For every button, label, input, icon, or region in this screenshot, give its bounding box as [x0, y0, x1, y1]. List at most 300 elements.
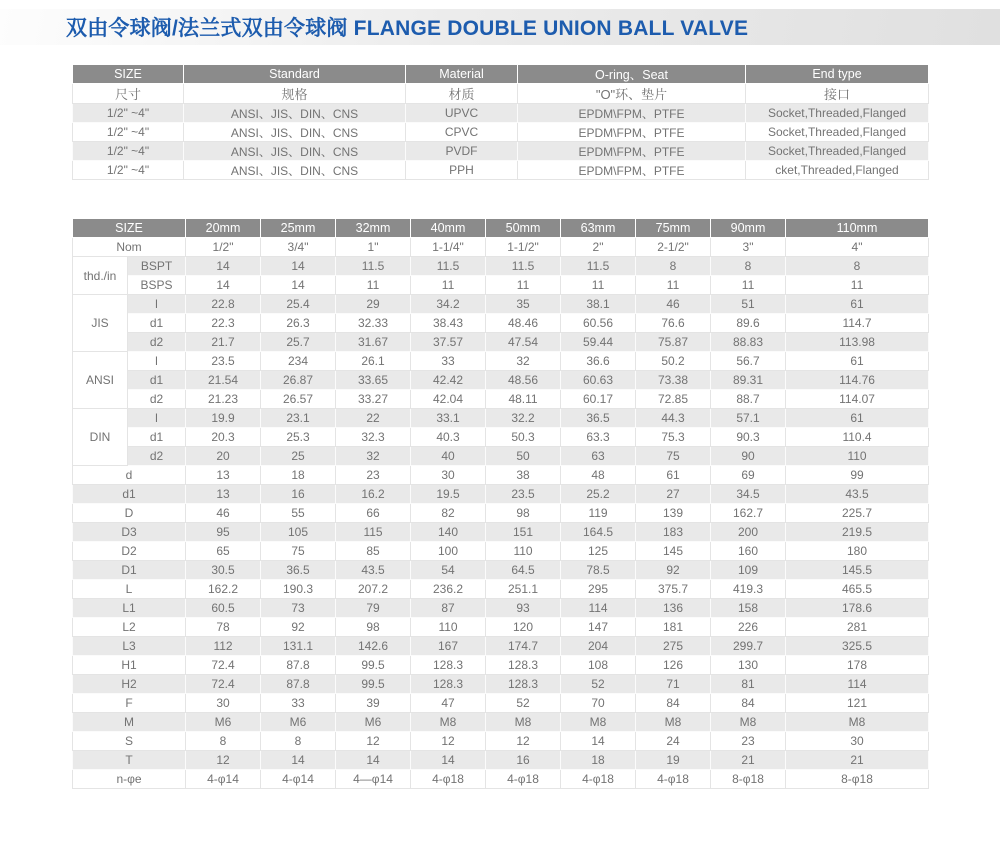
spec-header-cell: Standard	[184, 65, 406, 84]
dim-value-cell: 128.3	[486, 656, 561, 675]
dim-value-cell: 120	[486, 618, 561, 637]
dim-row-label: L3	[73, 637, 186, 656]
dim-value-cell: 114.7	[786, 314, 929, 333]
dim-value-cell: 56.7	[711, 352, 786, 371]
dim-value-cell: 24	[636, 732, 711, 751]
dim-value-cell: 295	[561, 580, 636, 599]
dim-row-label: L1	[73, 599, 186, 618]
dim-value-cell: 36.5	[261, 561, 336, 580]
dim-value-cell: 25.2	[561, 485, 636, 504]
dim-row	[73, 770, 929, 789]
dim-column-header: 20mm	[186, 219, 261, 238]
dim-value-cell: 112	[186, 637, 261, 656]
dim-row	[73, 618, 929, 637]
dim-value-cell: 11.5	[411, 257, 486, 276]
dim-value-cell: 110	[486, 542, 561, 561]
dim-value-cell: 85	[336, 542, 411, 561]
dim-value-cell: 75	[261, 542, 336, 561]
title-band	[0, 9, 1000, 45]
catalog-page	[0, 9, 1000, 846]
dim-value-cell: 14	[561, 732, 636, 751]
dim-value-cell: 4-φ14	[186, 770, 261, 789]
dim-value-cell: 1"	[336, 238, 411, 257]
dim-row	[73, 542, 929, 561]
dim-row	[73, 504, 929, 523]
dim-value-cell: 125	[561, 542, 636, 561]
spec-cell: 1/2" ~4"	[73, 123, 184, 142]
dim-value-cell: 4-φ18	[561, 770, 636, 789]
dim-value-cell: 50.2	[636, 352, 711, 371]
dim-value-cell: 14	[186, 276, 261, 295]
dim-row	[73, 713, 929, 732]
dim-value-cell: 126	[636, 656, 711, 675]
dim-row-label: n-φe	[73, 770, 186, 789]
dim-value-cell: 108	[561, 656, 636, 675]
dim-value-cell: 1-1/4"	[411, 238, 486, 257]
dim-value-cell: 1-1/2"	[486, 238, 561, 257]
dim-value-cell: 75.87	[636, 333, 711, 352]
dim-value-cell: 121	[786, 694, 929, 713]
dim-value-cell: 25	[261, 447, 336, 466]
spec-cell: EPDM\FPM、PTFE	[518, 161, 746, 180]
dim-value-cell: 40.3	[411, 428, 486, 447]
dim-row	[73, 599, 929, 618]
dim-row-label: L	[73, 580, 186, 599]
dim-value-cell: 21	[711, 751, 786, 770]
dim-value-cell: 16	[486, 751, 561, 770]
dim-value-cell: 95	[186, 523, 261, 542]
dim-row-label: D	[73, 504, 186, 523]
dim-sub-label: l	[128, 409, 186, 428]
dim-value-cell: 23	[336, 466, 411, 485]
spec-cell: EPDM\FPM、PTFE	[518, 142, 746, 161]
dim-value-cell: 48.56	[486, 371, 561, 390]
dim-value-cell: 46	[636, 295, 711, 314]
dim-value-cell: 139	[636, 504, 711, 523]
dim-value-cell: 158	[711, 599, 786, 618]
dim-value-cell: 164.5	[561, 523, 636, 542]
dim-value-cell: 98	[486, 504, 561, 523]
dim-value-cell: 61	[786, 409, 929, 428]
dim-value-cell: 167	[411, 637, 486, 656]
dim-value-cell: 19	[636, 751, 711, 770]
dim-value-cell: 11	[636, 276, 711, 295]
dim-value-cell: 71	[636, 675, 711, 694]
dim-value-cell: 44.3	[636, 409, 711, 428]
dim-column-header: 110mm	[786, 219, 929, 238]
dim-value-cell: 60.5	[186, 599, 261, 618]
dim-value-cell: 19.5	[411, 485, 486, 504]
dim-value-cell: 69	[711, 466, 786, 485]
dim-value-cell: 281	[786, 618, 929, 637]
dim-value-cell: 16.2	[336, 485, 411, 504]
dim-value-cell: 33.65	[336, 371, 411, 390]
dim-value-cell: 30	[186, 694, 261, 713]
dim-value-cell: 162.2	[186, 580, 261, 599]
dim-value-cell: 114	[786, 675, 929, 694]
dim-value-cell: 145	[636, 542, 711, 561]
dim-value-cell: 61	[636, 466, 711, 485]
dim-value-cell: 57.1	[711, 409, 786, 428]
dim-value-cell: 2-1/2"	[636, 238, 711, 257]
dim-value-cell: 11	[561, 276, 636, 295]
dim-value-cell: 8	[636, 257, 711, 276]
dim-row-label: T	[73, 751, 186, 770]
dim-value-cell: 60.63	[561, 371, 636, 390]
dim-value-cell: 20.3	[186, 428, 261, 447]
dim-value-cell: 33	[261, 694, 336, 713]
spec-cell: Socket,Threaded,Flanged	[746, 142, 929, 161]
dim-value-cell: 18	[561, 751, 636, 770]
dim-value-cell: 92	[261, 618, 336, 637]
dimension-table-body	[73, 238, 929, 789]
dim-value-cell: 207.2	[336, 580, 411, 599]
spec-row	[73, 161, 929, 180]
dim-value-cell: 275	[636, 637, 711, 656]
dim-value-cell: 52	[486, 694, 561, 713]
dim-value-cell: 76.6	[636, 314, 711, 333]
dim-value-cell: 16	[261, 485, 336, 504]
dim-value-cell: 73	[261, 599, 336, 618]
dim-value-cell: 147	[561, 618, 636, 637]
dim-value-cell: 78.5	[561, 561, 636, 580]
dim-value-cell: 36.6	[561, 352, 636, 371]
dim-row	[73, 333, 929, 352]
dim-value-cell: 36.5	[561, 409, 636, 428]
dim-value-cell: 50.3	[486, 428, 561, 447]
dim-value-cell: 136	[636, 599, 711, 618]
dim-row	[73, 276, 929, 295]
dim-value-cell: 180	[786, 542, 929, 561]
dim-value-cell: 30	[786, 732, 929, 751]
dim-row	[73, 409, 929, 428]
dim-value-cell: 21.54	[186, 371, 261, 390]
spec-cell: CPVC	[406, 123, 518, 142]
dim-value-cell: 128.3	[411, 656, 486, 675]
dim-row	[73, 238, 929, 257]
dim-row	[73, 485, 929, 504]
dim-value-cell: 75.3	[636, 428, 711, 447]
dim-value-cell: 87.8	[261, 656, 336, 675]
dim-row-label: D2	[73, 542, 186, 561]
dim-value-cell: 14	[261, 257, 336, 276]
dim-value-cell: 12	[336, 732, 411, 751]
dim-row-label: D3	[73, 523, 186, 542]
dim-value-cell: 65	[186, 542, 261, 561]
dim-value-cell: 200	[711, 523, 786, 542]
dim-value-cell: 128.3	[486, 675, 561, 694]
dim-value-cell: 63	[561, 447, 636, 466]
dim-row	[73, 447, 929, 466]
dim-value-cell: M8	[786, 713, 929, 732]
dim-value-cell: 32.2	[486, 409, 561, 428]
dim-value-cell: 34.2	[411, 295, 486, 314]
dim-value-cell: 27	[636, 485, 711, 504]
dim-value-cell: M8	[486, 713, 561, 732]
dim-value-cell: 48	[561, 466, 636, 485]
dim-row	[73, 694, 929, 713]
dim-row-label: Nom	[73, 238, 186, 257]
dim-row-label: H1	[73, 656, 186, 675]
dim-value-cell: 8-φ18	[711, 770, 786, 789]
dim-value-cell: 114	[561, 599, 636, 618]
spec-header-cell: SIZE	[73, 65, 184, 84]
dim-value-cell: 22.8	[186, 295, 261, 314]
dim-value-cell: 90.3	[711, 428, 786, 447]
dim-value-cell: 60.56	[561, 314, 636, 333]
dim-value-cell: 99.5	[336, 656, 411, 675]
dim-value-cell: 87.8	[261, 675, 336, 694]
dim-value-cell: 4-φ18	[486, 770, 561, 789]
dim-group-label: thd./in	[73, 257, 128, 295]
dim-value-cell: 73.38	[636, 371, 711, 390]
dim-value-cell: 48.11	[486, 390, 561, 409]
dim-value-cell: 88.83	[711, 333, 786, 352]
dim-value-cell: 325.5	[786, 637, 929, 656]
dim-value-cell: 115	[336, 523, 411, 542]
spec-header-cell: O-ring、Seat	[518, 65, 746, 84]
dim-value-cell: 40	[411, 447, 486, 466]
dim-row	[73, 523, 929, 542]
dim-value-cell: 465.5	[786, 580, 929, 599]
dim-size-header: SIZE	[73, 219, 186, 238]
dim-value-cell: 131.1	[261, 637, 336, 656]
dim-value-cell: 61	[786, 352, 929, 371]
dim-value-cell: 30	[411, 466, 486, 485]
dim-value-cell: 26.1	[336, 352, 411, 371]
dim-value-cell: 21.7	[186, 333, 261, 352]
dim-value-cell: 22	[336, 409, 411, 428]
dim-value-cell: 236.2	[411, 580, 486, 599]
dim-value-cell: 160	[711, 542, 786, 561]
dim-sub-label: BSPT	[128, 257, 186, 276]
dim-value-cell: 183	[636, 523, 711, 542]
dim-value-cell: 78	[186, 618, 261, 637]
spec-cell: PVDF	[406, 142, 518, 161]
dim-value-cell: 8	[786, 257, 929, 276]
dim-value-cell: 43.5	[336, 561, 411, 580]
dim-value-cell: 12	[186, 751, 261, 770]
dim-value-cell: 63.3	[561, 428, 636, 447]
dim-value-cell: 26.57	[261, 390, 336, 409]
dim-value-cell: 84	[636, 694, 711, 713]
dim-value-cell: 32.3	[336, 428, 411, 447]
dim-value-cell: 190.3	[261, 580, 336, 599]
dim-value-cell: 110.4	[786, 428, 929, 447]
dim-value-cell: 26.87	[261, 371, 336, 390]
dim-value-cell: M8	[636, 713, 711, 732]
dim-sub-label: l	[128, 352, 186, 371]
dim-value-cell: 14	[261, 276, 336, 295]
spec-cell: 1/2" ~4"	[73, 161, 184, 180]
spec-table-body	[73, 84, 929, 180]
spec-cell: ANSI、JIS、DIN、CNS	[184, 161, 406, 180]
dim-value-cell: 11.5	[561, 257, 636, 276]
dim-value-cell: 93	[486, 599, 561, 618]
dim-value-cell: 48.46	[486, 314, 561, 333]
dim-value-cell: 34.5	[711, 485, 786, 504]
dim-column-header: 40mm	[411, 219, 486, 238]
dim-value-cell: 82	[411, 504, 486, 523]
spec-cell: Socket,Threaded,Flanged	[746, 104, 929, 123]
dim-value-cell: 178	[786, 656, 929, 675]
dim-row	[73, 656, 929, 675]
dim-value-cell: 178.6	[786, 599, 929, 618]
dimension-table	[72, 218, 929, 789]
dim-value-cell: 38.43	[411, 314, 486, 333]
dim-group-label: JIS	[73, 295, 128, 352]
spec-cell: 1/2" ~4"	[73, 104, 184, 123]
dim-value-cell: 39	[336, 694, 411, 713]
dim-value-cell: 251.1	[486, 580, 561, 599]
dimension-header-row	[73, 219, 929, 238]
dim-value-cell: 23	[711, 732, 786, 751]
dim-row	[73, 428, 929, 447]
dim-column-header: 90mm	[711, 219, 786, 238]
dim-value-cell: 100	[411, 542, 486, 561]
dim-value-cell: 79	[336, 599, 411, 618]
dim-row	[73, 466, 929, 485]
dim-value-cell: 162.7	[711, 504, 786, 523]
dim-value-cell: 18	[261, 466, 336, 485]
dim-value-cell: 61	[786, 295, 929, 314]
dim-value-cell: 3/4"	[261, 238, 336, 257]
dim-row	[73, 637, 929, 656]
dim-group-label: DIN	[73, 409, 128, 466]
dim-value-cell: 42.42	[411, 371, 486, 390]
dim-value-cell: 3"	[711, 238, 786, 257]
dim-row	[73, 295, 929, 314]
dim-value-cell: 32.33	[336, 314, 411, 333]
dim-value-cell: 81	[711, 675, 786, 694]
dim-value-cell: 31.67	[336, 333, 411, 352]
dim-value-cell: 26.3	[261, 314, 336, 333]
dim-value-cell: 11	[411, 276, 486, 295]
spec-header-cell: Material	[406, 65, 518, 84]
dim-value-cell: 11	[336, 276, 411, 295]
dim-sub-label: d1	[128, 428, 186, 447]
page-title: 双由令球阀/法兰式双由令球阀 FLANGE DOUBLE UNION BALL VALVE	[66, 17, 749, 40]
dim-value-cell: 33.1	[411, 409, 486, 428]
dim-value-cell: 60.17	[561, 390, 636, 409]
dim-value-cell: 119	[561, 504, 636, 523]
dim-value-cell: M6	[336, 713, 411, 732]
spec-cell: EPDM\FPM、PTFE	[518, 104, 746, 123]
dim-value-cell: 12	[411, 732, 486, 751]
spec-header-row-cn	[73, 84, 929, 104]
spec-row	[73, 104, 929, 123]
dim-value-cell: 22.3	[186, 314, 261, 333]
dim-value-cell: 30.5	[186, 561, 261, 580]
dim-value-cell: M6	[186, 713, 261, 732]
spec-table	[72, 64, 929, 180]
dim-value-cell: 419.3	[711, 580, 786, 599]
spec-header-cn-cell: 材质	[406, 84, 518, 104]
dim-value-cell: 13	[186, 466, 261, 485]
dim-value-cell: 32	[336, 447, 411, 466]
dim-row	[73, 580, 929, 599]
dim-value-cell: 11	[786, 276, 929, 295]
dim-row	[73, 390, 929, 409]
dim-value-cell: 23.5	[186, 352, 261, 371]
dim-value-cell: 42.04	[411, 390, 486, 409]
dim-value-cell: M8	[411, 713, 486, 732]
dim-value-cell: 145.5	[786, 561, 929, 580]
dim-value-cell: 204	[561, 637, 636, 656]
dim-row-label: L2	[73, 618, 186, 637]
dim-value-cell: 43.5	[786, 485, 929, 504]
dim-value-cell: 12	[486, 732, 561, 751]
dim-column-header: 50mm	[486, 219, 561, 238]
dim-value-cell: 234	[261, 352, 336, 371]
dim-value-cell: 87	[411, 599, 486, 618]
dim-value-cell: 38.1	[561, 295, 636, 314]
spec-header-row-en	[73, 65, 929, 84]
spec-cell: ANSI、JIS、DIN、CNS	[184, 123, 406, 142]
dim-value-cell: 99	[786, 466, 929, 485]
dim-value-cell: 99.5	[336, 675, 411, 694]
dim-row	[73, 675, 929, 694]
dim-value-cell: 38	[486, 466, 561, 485]
spec-header-cell: End type	[746, 65, 929, 84]
dim-value-cell: 14	[186, 257, 261, 276]
dim-value-cell: 33	[411, 352, 486, 371]
dim-row	[73, 751, 929, 770]
dim-value-cell: 8	[711, 257, 786, 276]
dim-value-cell: 181	[636, 618, 711, 637]
dim-value-cell: 59.44	[561, 333, 636, 352]
dim-value-cell: 88.7	[711, 390, 786, 409]
dim-value-cell: 375.7	[636, 580, 711, 599]
dim-value-cell: 35	[486, 295, 561, 314]
dim-value-cell: 23.5	[486, 485, 561, 504]
dim-value-cell: 11.5	[336, 257, 411, 276]
dim-value-cell: 14	[336, 751, 411, 770]
dim-value-cell: 46	[186, 504, 261, 523]
dim-value-cell: 151	[486, 523, 561, 542]
dim-value-cell: 20	[186, 447, 261, 466]
dim-value-cell: 51	[711, 295, 786, 314]
dim-value-cell: 219.5	[786, 523, 929, 542]
dim-row-label: M	[73, 713, 186, 732]
dim-value-cell: 25.3	[261, 428, 336, 447]
spec-cell: cket,Threaded,Flanged	[746, 161, 929, 180]
dim-row-label: H2	[73, 675, 186, 694]
dim-row-label: d	[73, 466, 186, 485]
dim-column-header: 32mm	[336, 219, 411, 238]
dim-row	[73, 371, 929, 390]
dim-value-cell: 11	[711, 276, 786, 295]
spec-cell: PPH	[406, 161, 518, 180]
dim-value-cell: 52	[561, 675, 636, 694]
dim-row-label: S	[73, 732, 186, 751]
dim-sub-label: d2	[128, 447, 186, 466]
dim-value-cell: 1/2"	[186, 238, 261, 257]
dim-column-header: 75mm	[636, 219, 711, 238]
dim-value-cell: 128.3	[411, 675, 486, 694]
spec-cell: 1/2" ~4"	[73, 142, 184, 161]
dim-value-cell: 174.7	[486, 637, 561, 656]
dim-value-cell: 89.6	[711, 314, 786, 333]
dim-value-cell: 140	[411, 523, 486, 542]
dim-value-cell: 32	[486, 352, 561, 371]
dim-value-cell: 33.27	[336, 390, 411, 409]
dim-value-cell: M8	[711, 713, 786, 732]
dim-value-cell: 54	[411, 561, 486, 580]
dim-value-cell: 84	[711, 694, 786, 713]
dim-value-cell: 37.57	[411, 333, 486, 352]
dim-value-cell: 72.85	[636, 390, 711, 409]
